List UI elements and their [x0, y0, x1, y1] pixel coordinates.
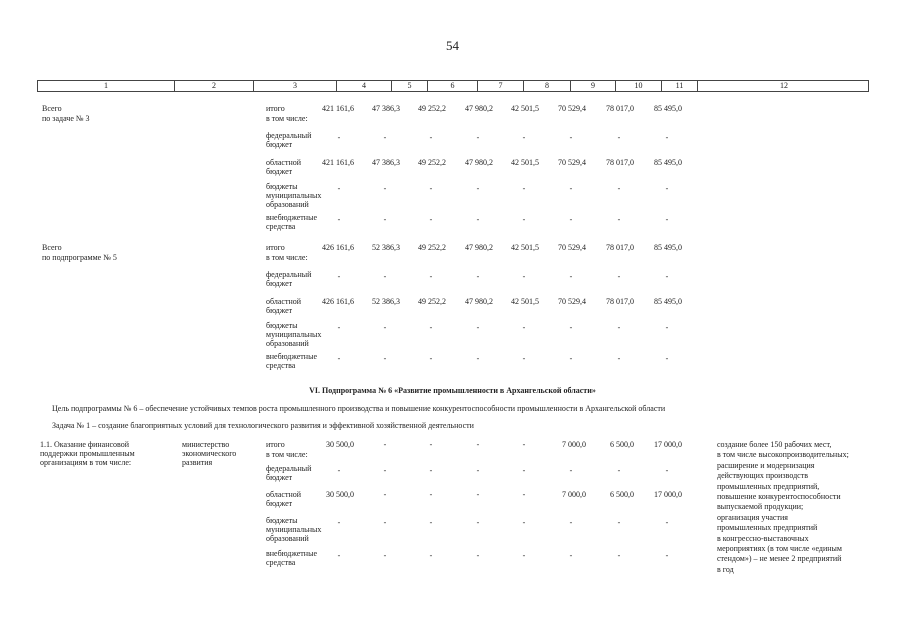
regional-cell: 78 017,0 — [606, 297, 634, 306]
extra-cell: - — [476, 354, 480, 363]
total-cell: 85 495,0 — [654, 104, 682, 113]
item-total-cell: - — [383, 440, 387, 449]
federal-cell: - — [569, 133, 573, 142]
block-label: Всего — [42, 243, 62, 252]
item-result: мероприятиях (в том числе «единым — [717, 544, 842, 553]
header-col-1: 1 — [38, 81, 175, 91]
item-result: промышленных предприятий — [717, 523, 818, 533]
extra-cell: - — [522, 215, 526, 224]
municipal-cell: - — [476, 184, 480, 193]
regional-cell: 42 501,5 — [511, 158, 539, 167]
regional-cell: 42 501,5 — [511, 297, 539, 306]
regional-cell: 426 161,6 — [322, 297, 354, 306]
federal-cell: - — [337, 133, 341, 142]
item-municipal-cell: - — [476, 518, 480, 527]
row-label-municipal: муниципальных — [266, 330, 322, 339]
row-label-regional: бюджет — [266, 167, 293, 176]
regional-cell: 47 980,2 — [465, 297, 493, 306]
row-label-extrabudget: средства — [266, 558, 296, 567]
municipal-cell: - — [522, 184, 526, 193]
extra-cell: - — [429, 354, 433, 363]
item-result: действующих производств — [717, 471, 808, 481]
item-regional-cell: - — [383, 490, 387, 499]
item-extra-cell: - — [569, 551, 573, 560]
total-cell: 42 501,5 — [511, 104, 539, 113]
total-cell: 42 501,5 — [511, 243, 539, 252]
item-total-cell: 7 000,0 — [562, 440, 586, 449]
row-label-federal: бюджет — [266, 473, 293, 482]
extra-cell: - — [665, 354, 669, 363]
row-label-federal: бюджет — [266, 140, 293, 149]
extra-cell: - — [337, 215, 341, 224]
row-label-federal: федеральный — [266, 464, 312, 473]
regional-cell: 85 495,0 — [654, 158, 682, 167]
item-municipal-cell: - — [665, 518, 669, 527]
row-label-regional: бюджет — [266, 306, 293, 315]
federal-cell: - — [522, 133, 526, 142]
regional-cell: 421 161,6 — [322, 158, 354, 167]
municipal-cell: - — [569, 323, 573, 332]
total-cell: 70 529,4 — [558, 104, 586, 113]
item-municipal-cell: - — [429, 518, 433, 527]
total-cell: 49 252,2 — [418, 243, 446, 252]
extra-cell: - — [617, 354, 621, 363]
item-regional-cell: - — [522, 490, 526, 499]
regional-cell: 85 495,0 — [654, 297, 682, 306]
item-total-cell: 30 500,0 — [326, 440, 354, 449]
row-label-extrabudget: средства — [266, 361, 296, 370]
header-col-5: 5 — [392, 81, 428, 91]
municipal-cell: - — [617, 184, 621, 193]
item-result: расширение и модернизация — [717, 460, 815, 470]
item-municipal-cell: - — [522, 518, 526, 527]
federal-cell: - — [429, 272, 433, 281]
item-result: в конгрессно-выставочных — [717, 533, 809, 543]
municipal-cell: - — [665, 184, 669, 193]
item-extra-cell: - — [383, 551, 387, 560]
row-label-extrabudget: внебюджетные — [266, 213, 317, 222]
item-extra-cell: - — [665, 551, 669, 560]
header-col-8: 8 — [524, 81, 571, 91]
block-label: по подпрограмме № 5 — [42, 253, 117, 262]
row-label-total: итого — [266, 104, 285, 113]
municipal-cell: - — [337, 323, 341, 332]
row-label-municipal: образований — [266, 534, 309, 543]
header-col-9: 9 — [571, 81, 616, 91]
item-regional-cell: - — [429, 490, 433, 499]
municipal-cell: - — [569, 184, 573, 193]
federal-cell: - — [522, 272, 526, 281]
item-extra-cell: - — [337, 551, 341, 560]
total-cell: 70 529,4 — [558, 243, 586, 252]
row-label-federal: федеральный — [266, 131, 312, 140]
total-cell: 78 017,0 — [606, 243, 634, 252]
item-regional-cell: 30 500,0 — [326, 490, 354, 499]
row-label-federal: бюджет — [266, 279, 293, 288]
federal-cell: - — [665, 133, 669, 142]
item-extra-cell: - — [429, 551, 433, 560]
federal-cell: - — [665, 272, 669, 281]
extra-cell: - — [569, 215, 573, 224]
total-cell: 47 386,3 — [372, 104, 400, 113]
row-label-regional: областной — [266, 490, 302, 499]
item-regional-cell: - — [476, 490, 480, 499]
extra-cell: - — [522, 354, 526, 363]
section-title: VI. Подпрограмма № 6 «Развитие промышленности в Архангельской области» — [309, 386, 596, 395]
item-name: 1.1. Оказание финансовой — [40, 440, 130, 449]
regional-cell: 78 017,0 — [606, 158, 634, 167]
item-federal-cell: - — [337, 466, 341, 475]
block-label: по задаче № 3 — [42, 114, 90, 123]
extra-cell: - — [569, 354, 573, 363]
municipal-cell: - — [476, 323, 480, 332]
extra-cell: - — [337, 354, 341, 363]
header-col-4: 4 — [337, 81, 392, 91]
header-col-2: 2 — [175, 81, 254, 91]
item-total-cell: 17 000,0 — [654, 440, 682, 449]
row-label-federal: федеральный — [266, 270, 312, 279]
federal-cell: - — [617, 272, 621, 281]
row-label-regional: бюджет — [266, 499, 293, 508]
extra-cell: - — [383, 215, 387, 224]
federal-cell: - — [476, 133, 480, 142]
federal-cell: - — [383, 133, 387, 142]
item-federal-cell: - — [665, 466, 669, 475]
municipal-cell: - — [522, 323, 526, 332]
extra-cell: - — [429, 215, 433, 224]
federal-cell: - — [429, 133, 433, 142]
total-cell: 421 161,6 — [322, 104, 354, 113]
item-federal-cell: - — [383, 466, 387, 475]
item-result: стендом») – не менее 2 предприятий — [717, 554, 842, 564]
total-cell: 47 980,2 — [465, 104, 493, 113]
item-extra-cell: - — [617, 551, 621, 560]
item-executor: министерство — [182, 440, 230, 449]
item-municipal-cell: - — [617, 518, 621, 527]
item-total-cell: - — [522, 440, 526, 449]
row-label-including: в том числе: — [266, 253, 308, 262]
municipal-cell: - — [337, 184, 341, 193]
federal-cell: - — [476, 272, 480, 281]
row-label-including: в том числе: — [266, 450, 308, 459]
header-col-11: 11 — [662, 81, 698, 91]
municipal-cell: - — [665, 323, 669, 332]
federal-cell: - — [569, 272, 573, 281]
header-col-10: 10 — [616, 81, 662, 91]
item-federal-cell: - — [617, 466, 621, 475]
header-col-7: 7 — [478, 81, 524, 91]
federal-cell: - — [337, 272, 341, 281]
item-municipal-cell: - — [337, 518, 341, 527]
federal-cell: - — [383, 272, 387, 281]
item-extra-cell: - — [476, 551, 480, 560]
item-result: в том числе высокопроизводительных; — [717, 450, 849, 460]
federal-cell: - — [617, 133, 621, 142]
regional-cell: 47 386,3 — [372, 158, 400, 167]
row-label-extrabudget: внебюджетные — [266, 549, 317, 558]
row-label-municipal: образований — [266, 200, 309, 209]
item-federal-cell: - — [522, 466, 526, 475]
header-col-12: 12 — [780, 81, 788, 90]
row-label-municipal: образований — [266, 339, 309, 348]
total-cell: 85 495,0 — [654, 243, 682, 252]
row-label-including: в том числе: — [266, 114, 308, 123]
item-federal-cell: - — [429, 466, 433, 475]
municipal-cell: - — [383, 323, 387, 332]
municipal-cell: - — [617, 323, 621, 332]
item-municipal-cell: - — [569, 518, 573, 527]
total-cell: 78 017,0 — [606, 104, 634, 113]
total-cell: 426 161,6 — [322, 243, 354, 252]
extra-cell: - — [617, 215, 621, 224]
item-result: повышение конкурентоспособности — [717, 492, 841, 501]
regional-cell: 49 252,2 — [418, 158, 446, 167]
regional-cell: 49 252,2 — [418, 297, 446, 306]
item-regional-cell: 7 000,0 — [562, 490, 586, 499]
item-result: промышленных предприятий, — [717, 481, 820, 491]
item-name: организациям в том числе: — [40, 458, 132, 467]
total-cell: 52 386,3 — [372, 243, 400, 252]
item-executor: экономического — [182, 449, 237, 458]
row-label-municipal: бюджеты — [266, 182, 298, 191]
item-regional-cell: 6 500,0 — [610, 490, 634, 499]
row-label-municipal: муниципальных — [266, 191, 322, 200]
item-result: в год — [717, 564, 734, 574]
total-cell: 49 252,2 — [418, 104, 446, 113]
block-label: Всего — [42, 104, 62, 113]
item-result: организация участия — [717, 512, 788, 522]
row-label-extrabudget: внебюджетные — [266, 352, 317, 361]
regional-cell: 47 980,2 — [465, 158, 493, 167]
item-result: выпускаемой продукции; — [717, 502, 804, 512]
extra-cell: - — [476, 215, 480, 224]
item-executor: развития — [182, 458, 213, 467]
item-name: поддержки промышленным — [40, 449, 135, 458]
regional-cell: 70 529,4 — [558, 158, 586, 167]
row-label-total: итого — [266, 440, 285, 449]
table-header-row — [37, 80, 869, 92]
extra-cell: - — [665, 215, 669, 224]
goal-text: Цель подпрограммы № 6 – обеспечение устойчивых темпов роста промышленного производства и повышение конкурентоспособности промышленности в Архангельской области — [52, 404, 666, 413]
item-total-cell: - — [476, 440, 480, 449]
row-label-regional: областной — [266, 297, 302, 306]
item-total-cell: - — [429, 440, 433, 449]
item-federal-cell: - — [476, 466, 480, 475]
municipal-cell: - — [429, 184, 433, 193]
extra-cell: - — [383, 354, 387, 363]
regional-cell: 52 386,3 — [372, 297, 400, 306]
total-cell: 47 980,2 — [465, 243, 493, 252]
row-label-municipal: муниципальных — [266, 525, 322, 534]
page-number: 54 — [446, 38, 459, 53]
row-label-total: итого — [266, 243, 285, 252]
municipal-cell: - — [429, 323, 433, 332]
row-label-municipal: бюджеты — [266, 516, 298, 525]
row-label-regional: областной — [266, 158, 302, 167]
row-label-extrabudget: средства — [266, 222, 296, 231]
regional-cell: 70 529,4 — [558, 297, 586, 306]
item-regional-cell: 17 000,0 — [654, 490, 682, 499]
header-col-6: 6 — [428, 81, 478, 91]
row-label-municipal: бюджеты — [266, 321, 298, 330]
item-extra-cell: - — [522, 551, 526, 560]
item-federal-cell: - — [569, 466, 573, 475]
header-col-3: 3 — [254, 81, 337, 91]
item-result: создание более 150 рабочих мест, — [717, 440, 832, 449]
item-total-cell: 6 500,0 — [610, 440, 634, 449]
item-municipal-cell: - — [383, 518, 387, 527]
task-text: Задача № 1 – создание благоприятных условий для технологического развития и эффективной хозяйственной деятельности — [52, 421, 474, 430]
municipal-cell: - — [383, 184, 387, 193]
